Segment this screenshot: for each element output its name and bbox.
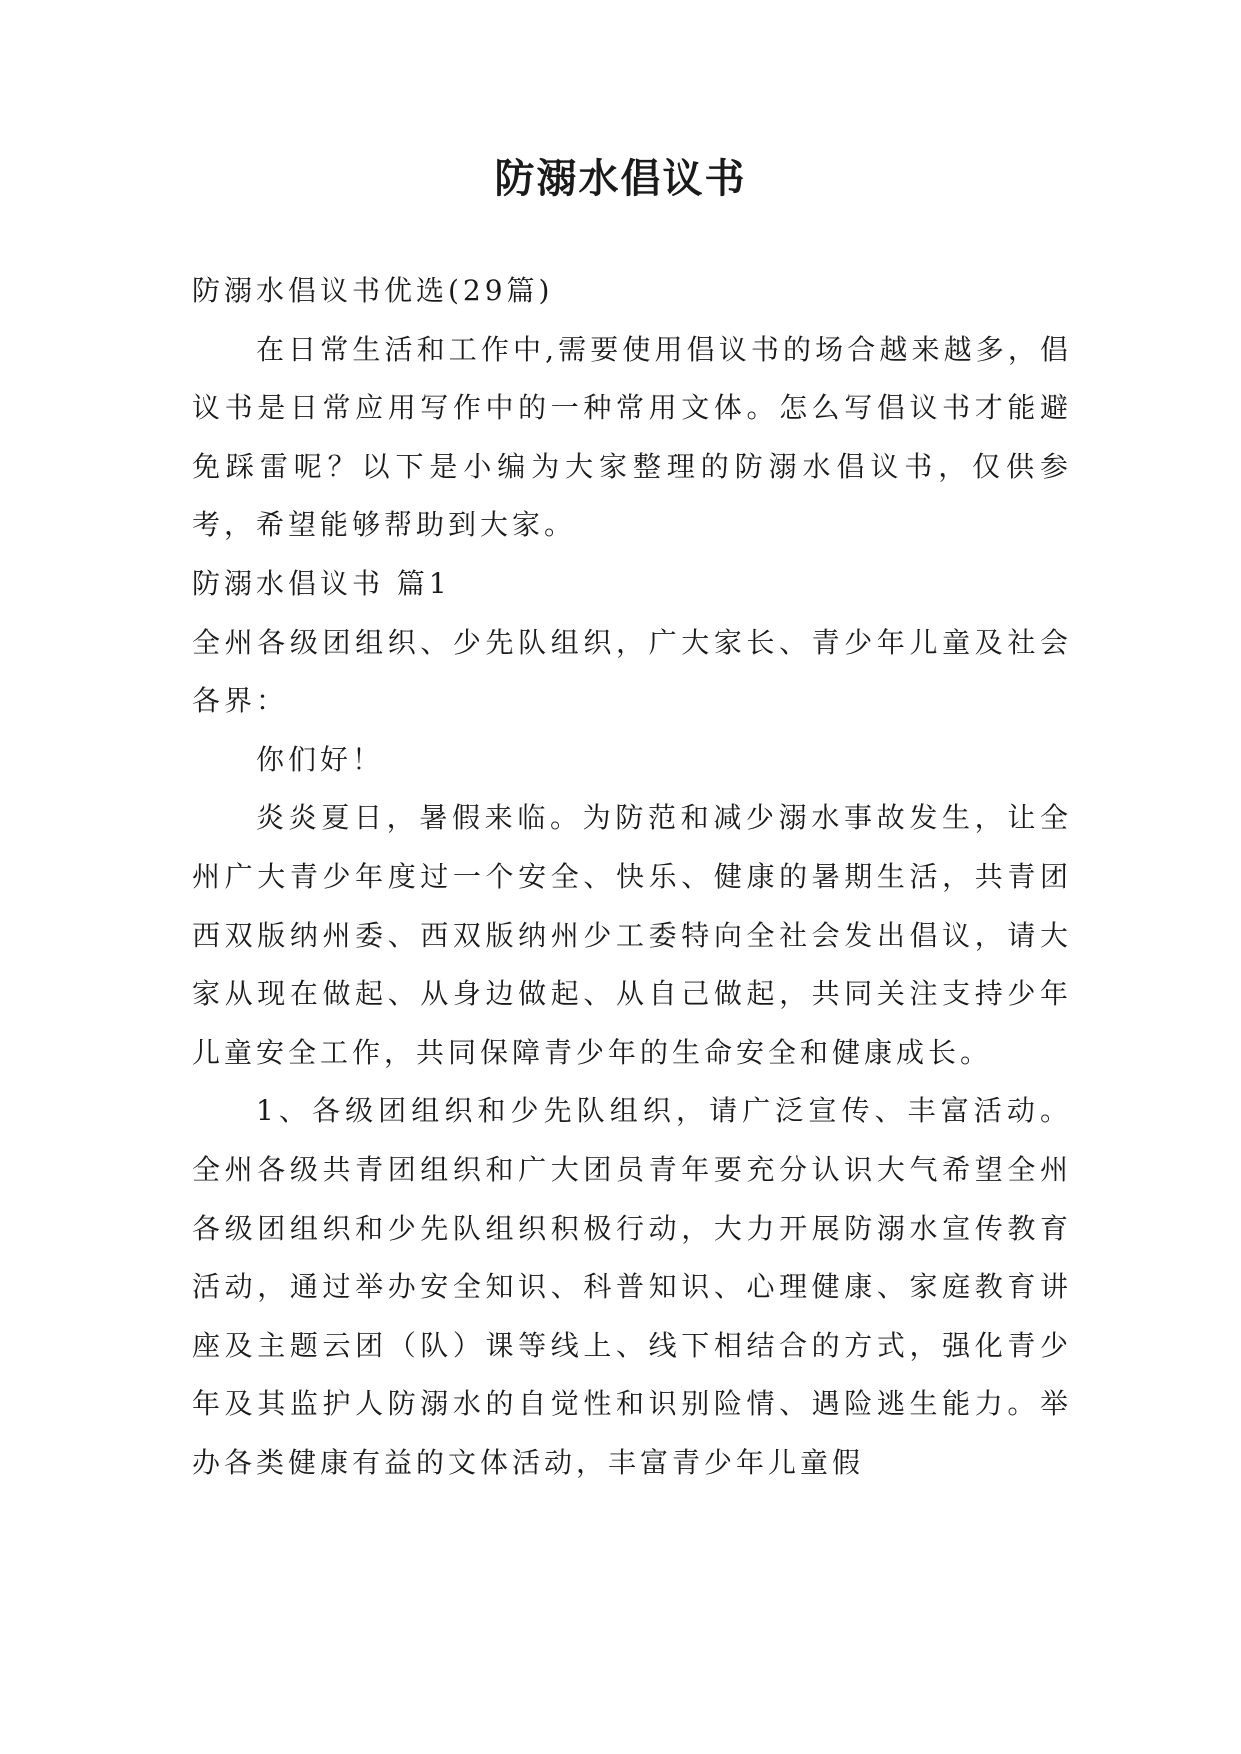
salutation-recipients: 全州各级团组织、少先队组织，广大家长、青少年儿童及社会各界： (192, 625, 1072, 718)
body-paragraph: 炎炎夏日，暑假来临。为防范和减少溺水事故发生，让全州广大青少年度过一个安全、快乐、健康的暑期生活，共青团西双版纳州委、西双版纳州少工委特向全社会发出倡议，请大家从现在做起、从身边做起、从自己做起，共同关注支持少年儿童安全工作，共同保障青少年的生命安全和健康成长。 (192, 801, 1072, 1069)
subtitle-line: 防溺水倡议书优选(29篇) (192, 274, 554, 307)
document-title: 防溺水倡议书 (494, 155, 747, 202)
intro-paragraph: 在日常生活和工作中,需要使用倡议书的场合越来越多，倡议书是日常应用写作中的一种常用文体。怎么写倡议书才能避免踩雷呢？以下是小编为大家整理的防溺水倡议书，仅供参考，希望能够帮助到大家。 (192, 332, 1072, 542)
section-heading: 防溺水倡议书 篇1 (192, 566, 451, 600)
document-body (192, 262, 1072, 1492)
greeting: 你们好！ (256, 742, 385, 776)
body-paragraph: 1、各级团组织和少先队组织，请广泛宣传、丰富活动。全州各级共青团组织和广大团员青年要充分认识大气希望全州各级团组织和少先队组织积极行动，大力开展防溺水宣传教育活动，通过举办安全知识、科普知识、心理健康、家庭教育讲座及主题云团（队）课等线上、线下相结合的方式，强化青少年及其监护人防溺水的自觉性和识别险情、遇险逃生能力。举办各类健康有益的文体活动，丰富青少年儿童假 (192, 1094, 1072, 1479)
